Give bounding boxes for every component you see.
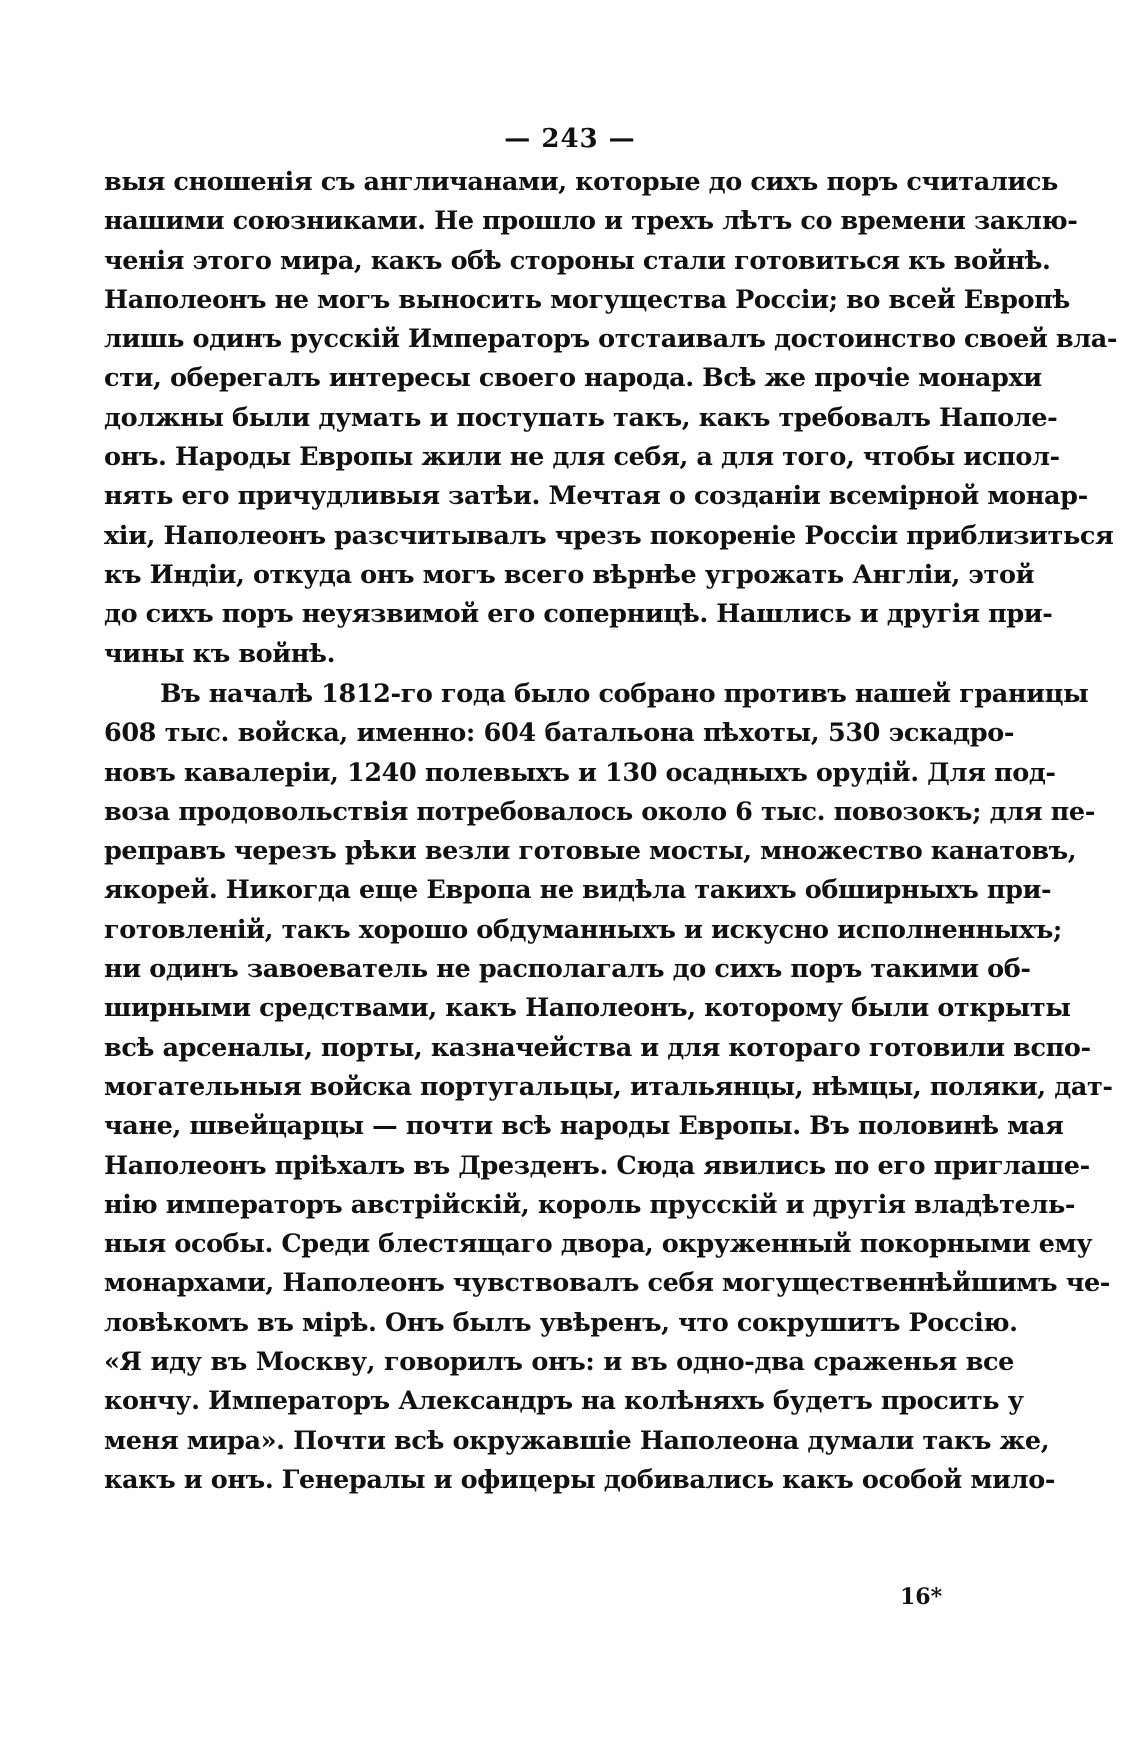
text-line: новъ кавалеріи, 1240 полевыхъ и 130 осадныхъ орудій. Для под- [104, 757, 1056, 788]
text-line: онъ. Народы Европы жили не для себя, а для того, чтобы испол- [104, 442, 1060, 473]
text-line: Въ началѣ 1812-го года было собрано противъ нашей границы [160, 679, 1089, 709]
text-line: кончу. Императоръ Александръ на колѣняхъ будетъ просить у [104, 1386, 1024, 1417]
page-number: — 243 — [504, 124, 636, 154]
text-line: ширными средствами, какъ Наполеонъ, которому были открыты [104, 993, 1071, 1024]
text-line: нашими союзниками. Не прошло и трехъ лѣтъ со времени заклю- [104, 206, 1078, 237]
text-line: ныя особы. Среди блестящаго двора, окруженный покорными ему [104, 1229, 1093, 1260]
text-line: Наполеонъ не могъ выносить могущества Россіи; во всей Европѣ [104, 284, 1070, 315]
text-line: готовленій, такъ хорошо обдуманныхъ и искусно исполненныхъ; [104, 914, 1062, 945]
paragraph-2 [104, 675, 1113, 1500]
text-line: воза продовольствія потребовалось около 6 тыс. повозокъ; для пе- [104, 796, 1095, 827]
text-line: реправъ черезъ рѣки везли готовые мосты, множество канатовъ, [104, 836, 1077, 867]
text-line: всѣ арсеналы, порты, казначейства и для котораго готовили вспо- [104, 1032, 1091, 1063]
text-line: чины къ войнѣ. [104, 638, 336, 669]
text-line: какъ и онъ. Генералы и офицеры добивались какъ особой мило- [104, 1464, 1056, 1495]
text-line: сти, оберегалъ интересы своего народа. Всѣ же прочіе монархи [104, 363, 1042, 394]
text-line: нію императоръ австрійскій, король прусскій и другія владѣтель- [104, 1189, 1076, 1220]
text-line: Наполеонъ пріѣхалъ въ Дрезденъ. Сюда явились по его приглаше- [104, 1150, 1090, 1181]
text-line: ни одинъ завоеватель не располагалъ до сихъ поръ такими об- [104, 954, 1031, 985]
text-line: меня мира». Почти всѣ окружавшіе Наполеона думали такъ же, [104, 1425, 1050, 1456]
signature-mark: 16* [900, 1584, 943, 1610]
paragraph-1 [104, 163, 1118, 674]
text-line: монархами, Наполеонъ чувствовалъ себя могущественнѣйшимъ че- [104, 1268, 1110, 1299]
text-line: «Я иду въ Москву, говорилъ онъ: и въ одно-два сраженья все [104, 1347, 1014, 1378]
text-line: якорей. Никогда еще Европа не видѣла такихъ обширныхъ при- [104, 875, 1052, 906]
text-line: должны были думать и поступать такъ, какъ требовалъ Наполе- [104, 402, 1058, 433]
text-line: къ Индіи, откуда онъ могъ всего вѣрнѣе угрожать Англіи, этой [104, 559, 1035, 590]
text-line: ловѣкомъ въ мірѣ. Онъ былъ увѣренъ, что сокрушитъ Россію. [104, 1307, 1018, 1338]
text-line: могательныя войска португальцы, итальянцы, нѣмцы, поляки, дат- [104, 1071, 1113, 1102]
text-line: нять его причудливыя затѣи. Мечтая о созданіи всемірной монар- [104, 481, 1088, 512]
text-line: лишь одинъ русскій Императоръ отстаивалъ достоинство своей вла- [104, 324, 1118, 355]
text-line: ченія этого мира, какъ обѣ стороны стали готовиться къ войнѣ. [104, 245, 1051, 276]
text-line: до сихъ поръ неуязвимой его соперницѣ. Нашлись и другія при- [104, 599, 1053, 630]
text-line: выя сношенія съ англичанами, которые до сихъ поръ считались [104, 167, 1058, 197]
text-line: чане, швейцарцы — почти всѣ народы Европы. Въ половинѣ мая [104, 1111, 1064, 1142]
text-line: хіи, Наполеонъ разсчитывалъ чрезъ покореніе Россіи приблизиться [104, 520, 1114, 551]
text-line: 608 тыс. войска, именно: 604 батальона пѣхоты, 530 эскадро- [104, 718, 1014, 749]
